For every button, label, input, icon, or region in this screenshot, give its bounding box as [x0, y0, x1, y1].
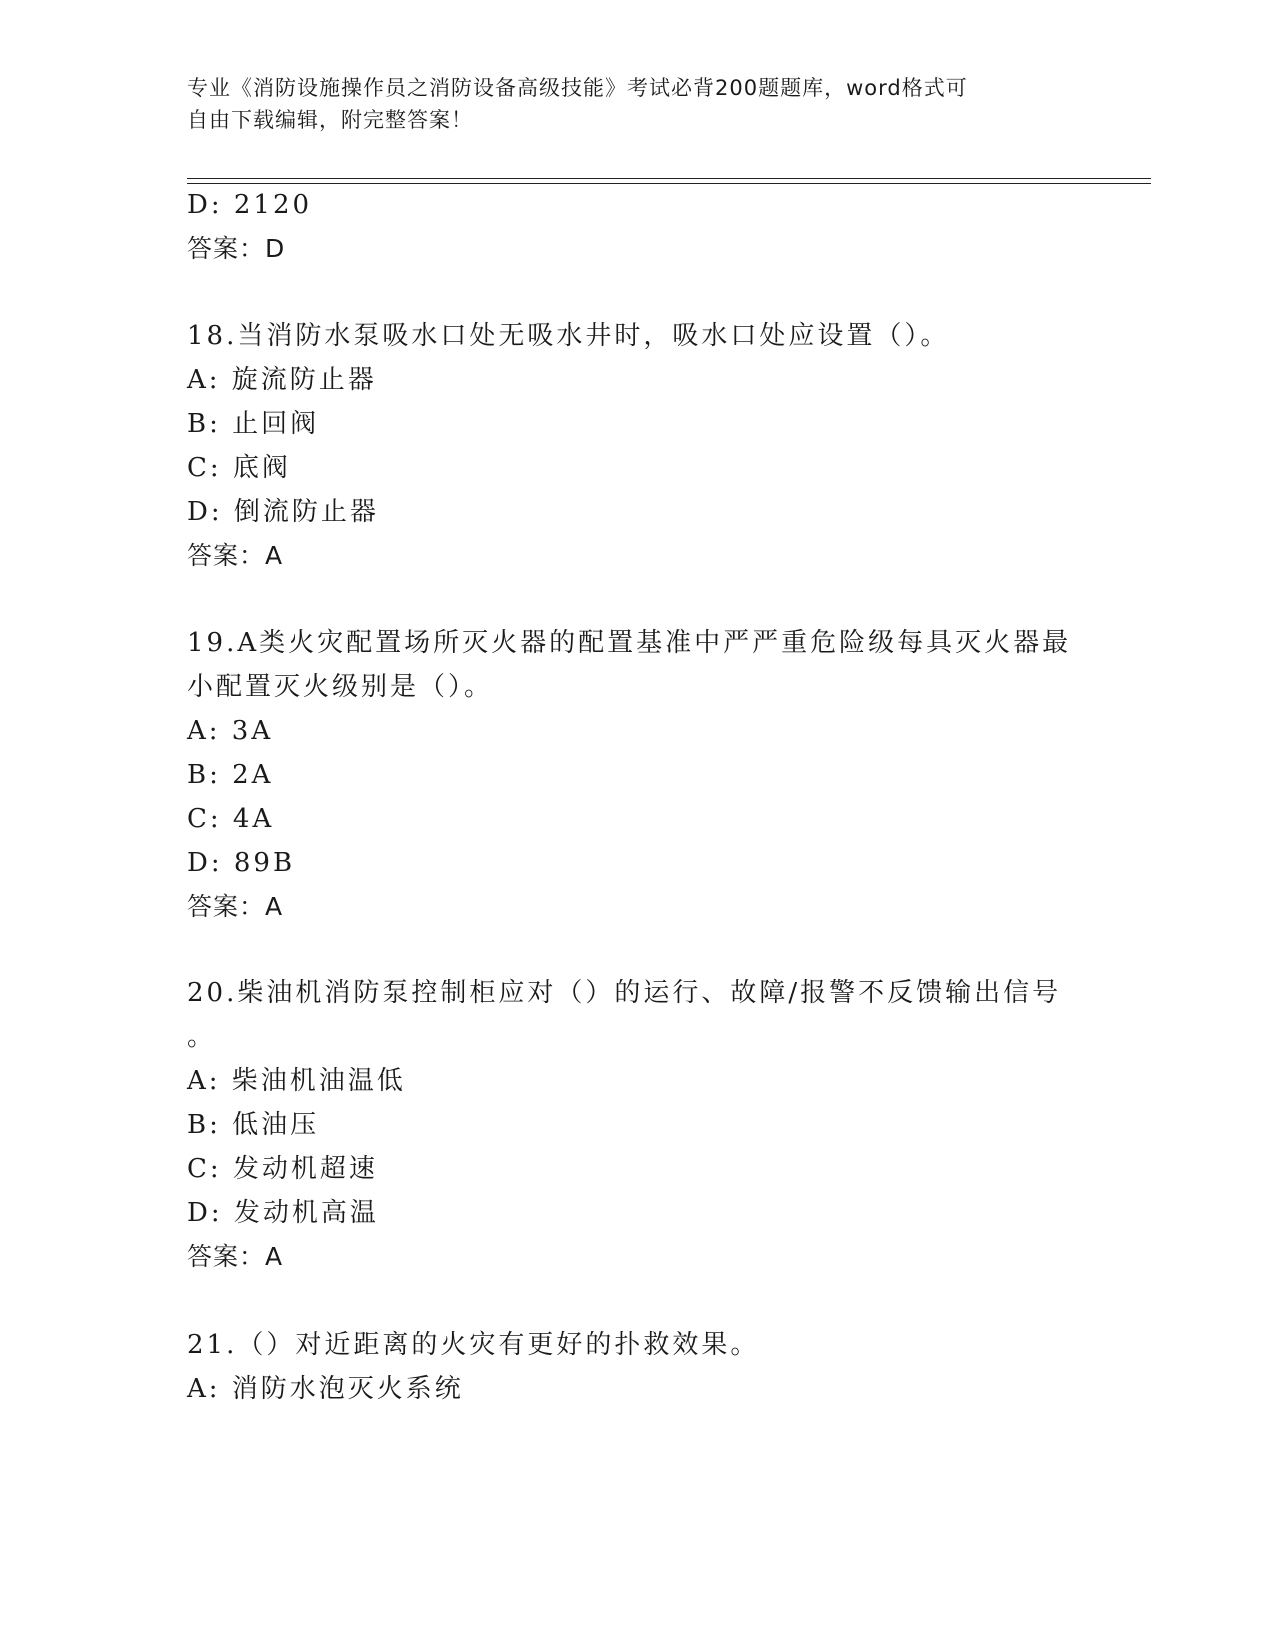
- q20-option-a: A: 柴油机油温低: [187, 1066, 406, 1096]
- header-line-2: 自由下载编辑，附完整答案！: [187, 108, 473, 132]
- q20-option-d: D: 发动机高温: [187, 1198, 379, 1228]
- q19-stem-line-1: 19.A类火灾配置场所灭火器的配置基准中严严重危险级每具灭火器最: [187, 628, 1072, 658]
- q20-answer: 答案：A: [187, 1242, 284, 1271]
- q21-option-a: A: 消防水泡灭火系统: [187, 1374, 464, 1404]
- q20-option-b: B: 低油压: [187, 1110, 320, 1140]
- q19-option-a: A: 3A: [187, 716, 274, 746]
- q20-stem-line-1: 20.柴油机消防泵控制柜应对（）的运行、故障/报警不反馈输出信号: [187, 978, 1062, 1008]
- q20-option-c: C: 发动机超速: [187, 1154, 378, 1184]
- q19-option-b: B: 2A: [187, 760, 274, 790]
- document-header: [187, 72, 1067, 136]
- q18-option-a: A: 旋流防止器: [187, 365, 377, 395]
- q19-option-d: D: 89B: [187, 848, 296, 878]
- q20-stem-line-2: 。: [187, 1022, 217, 1052]
- q19-answer: 答案：A: [187, 892, 284, 921]
- q18-option-b: B: 止回阀: [187, 409, 320, 439]
- header-divider-bottom: [187, 183, 1151, 184]
- q18-stem: 18.当消防水泵吸水口处无吸水井时，吸水口处应设置（）。: [187, 321, 950, 351]
- q19-option-c: C: 4A: [187, 804, 275, 834]
- q21-stem: 21.（）对近距离的火灾有更好的扑救效果。: [187, 1330, 760, 1360]
- header-line-1: 专业《消防设施操作员之消防设备高级技能》考试必背200题题库，word格式可: [187, 76, 968, 100]
- q18-option-d: D: 倒流防止器: [187, 497, 379, 527]
- q19-stem-line-2: 小配置灭火级别是（）。: [187, 672, 494, 702]
- q17-answer: 答案：D: [187, 234, 286, 263]
- header-divider-top: [187, 178, 1151, 179]
- q17-option-d: D: 2120: [187, 190, 313, 220]
- q18-option-c: C: 底阀: [187, 453, 291, 483]
- q18-answer: 答案：A: [187, 541, 284, 570]
